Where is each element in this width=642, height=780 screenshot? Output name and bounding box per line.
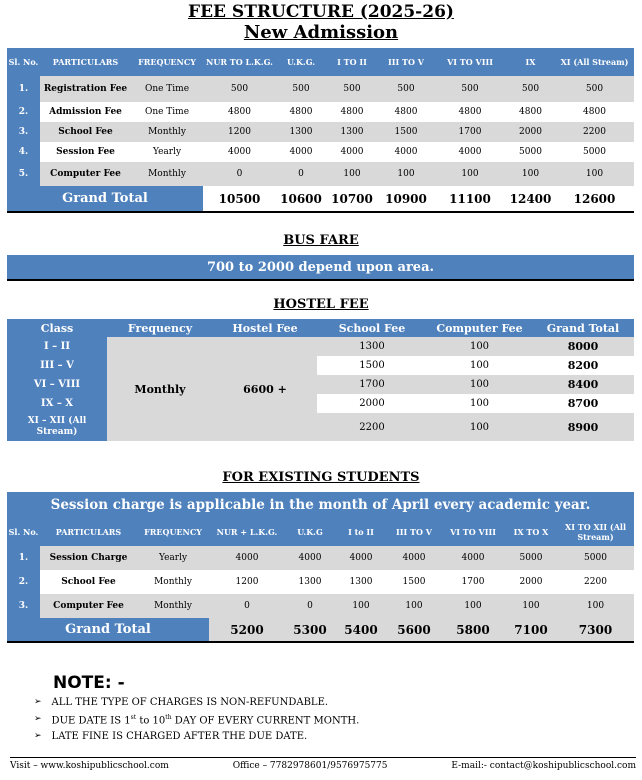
grand-total-value: 5200	[230, 622, 264, 637]
hostel-fee-cell: 6600 +	[213, 337, 317, 441]
grand-total-row	[7, 186, 634, 212]
table-header-row	[7, 48, 634, 76]
grand-total-value: 12600	[573, 191, 616, 206]
fee-value: 5000	[583, 147, 606, 157]
table-header-row	[7, 319, 634, 337]
class-cell: IX – X	[7, 394, 107, 413]
column-header: Class	[7, 319, 107, 337]
fee-value: 4000	[349, 553, 373, 563]
frequency-cell: Monthly	[107, 337, 213, 441]
fee-value: 2200	[583, 127, 606, 137]
fee-value: 500	[230, 84, 249, 94]
particulars-cell: School Fee	[58, 127, 113, 137]
fee-value: 4800	[228, 107, 251, 117]
serial-number: 3.	[7, 594, 40, 618]
grand-total-cell: 8000	[532, 337, 634, 356]
grand-total-value: 5300	[293, 622, 327, 637]
table-row	[7, 413, 634, 441]
fee-value: 2000	[519, 577, 543, 587]
grand-total-value: 5800	[456, 622, 490, 637]
class-cell: VI – VIII	[7, 375, 107, 394]
serial-number: 1.	[7, 546, 40, 570]
bus-fare-title: BUS FARE	[283, 233, 359, 248]
fee-value: 2200	[584, 577, 607, 587]
fee-value: 4000	[394, 147, 418, 157]
serial-number: 2.	[7, 570, 40, 594]
table-row	[7, 375, 634, 394]
arrow-bullet-icon: ➢	[34, 714, 42, 724]
computer-fee-cell: 100	[427, 356, 532, 375]
serial-number: 1.	[7, 76, 40, 102]
fee-value: 100	[464, 601, 482, 611]
column-header: FREQUENCY	[137, 518, 209, 546]
fee-value: 4800	[394, 107, 418, 117]
fee-value: 500	[521, 84, 540, 94]
grand-total-cell: 8700	[532, 394, 634, 413]
computer-fee-cell: 100	[427, 337, 532, 356]
arrow-bullet-icon: ➢	[34, 697, 42, 707]
fee-value: 500	[397, 84, 415, 94]
column-header: Sl. No.	[7, 48, 40, 76]
grand-total-value: 10700	[331, 191, 373, 206]
particulars-cell: Session Charge	[49, 553, 128, 563]
fee-value: 100	[405, 601, 423, 611]
office-phone: Office – 7782978601/9576975775	[232, 761, 388, 771]
note-text: DUE DATE IS 1st to 10th DAY OF EVERY CURRENT MONTH.	[51, 714, 360, 727]
email-link[interactable]: E-mail:- contact@koshipublicschool.com	[451, 761, 636, 771]
fee-value: 0	[244, 601, 250, 611]
serial-number: 4.	[7, 142, 40, 162]
frequency-cell: Monthly	[148, 169, 186, 179]
column-header: School Fee	[317, 319, 427, 337]
fee-value: 4000	[298, 553, 322, 563]
fee-value: 4000	[461, 553, 485, 563]
fee-value: 0	[307, 601, 313, 611]
grand-total-cell: 8400	[532, 375, 634, 394]
grand-total-value: 5600	[397, 622, 431, 637]
note-item	[34, 711, 359, 728]
note-text: LATE FINE IS CHARGED AFTER THE DUE DATE.	[51, 731, 308, 742]
grand-total-label: Grand Total	[7, 618, 209, 642]
column-header: VI TO VIII	[434, 48, 506, 76]
fee-value: 1300	[340, 127, 364, 137]
column-header: VI TO VIII	[441, 518, 505, 546]
note-item	[34, 728, 359, 745]
arrow-bullet-icon: ➢	[34, 731, 42, 741]
note-text: ALL THE TYPE OF CHARGES IS NON-REFUNDABLE.	[51, 697, 329, 708]
particulars-cell: Registration Fee	[43, 84, 128, 94]
fee-value: 4000	[402, 553, 426, 563]
hostel-fee-table	[7, 319, 634, 441]
fee-value: 4800	[289, 107, 313, 117]
fee-value: 1200	[235, 577, 259, 587]
table-row	[7, 337, 634, 356]
particulars-cell: Admission Fee	[49, 107, 122, 117]
column-header: PARTICULARS	[40, 518, 137, 546]
fee-value: 500	[343, 84, 361, 94]
fee-value: 1300	[298, 577, 322, 587]
new-admission-fee-table	[7, 48, 634, 213]
frequency-cell: Yearly	[152, 147, 182, 157]
table-header-row	[7, 518, 634, 546]
fee-value: 1700	[461, 577, 485, 587]
column-header: XI TO XII (All Stream)	[557, 518, 634, 546]
computer-fee-cell: 100	[427, 413, 532, 441]
grand-total-value: 10500	[218, 191, 261, 206]
page-subtitle: New Admission	[243, 22, 399, 43]
fee-value: 100	[586, 601, 605, 611]
frequency-cell: One Time	[144, 84, 190, 94]
frequency-cell: Monthly	[154, 601, 192, 611]
column-header: FREQUENCY	[131, 48, 203, 76]
fee-value: 4000	[458, 147, 482, 157]
grand-total-value: 10600	[280, 191, 322, 206]
note-title: NOTE: -	[53, 673, 125, 693]
column-header: U.K.G	[285, 518, 335, 546]
table-row	[7, 76, 634, 102]
particulars-cell: Computer Fee	[50, 169, 121, 179]
column-header: Grand Total	[532, 319, 634, 337]
fee-value: 1500	[394, 127, 418, 137]
fee-value: 5000	[519, 553, 543, 563]
fee-value: 0	[298, 169, 304, 179]
fee-value: 500	[585, 84, 604, 94]
grand-total-value: 10900	[385, 191, 427, 206]
grand-total-cell: 8200	[532, 356, 634, 375]
particulars-cell: School Fee	[61, 577, 116, 587]
column-header: NUR TO L.K.G.	[203, 48, 276, 76]
website-link[interactable]: Visit – www.koshipublicschool.com	[10, 761, 169, 771]
fee-value: 4000	[228, 147, 251, 157]
fee-value: 4000	[235, 553, 259, 563]
school-fee-cell: 1500	[317, 356, 427, 375]
fee-value: 4800	[340, 107, 364, 117]
grand-total-row	[7, 618, 634, 642]
fee-value: 1700	[458, 127, 482, 137]
table-row	[7, 570, 634, 594]
column-header: I to II	[335, 518, 387, 546]
table-row	[7, 546, 634, 570]
fee-value: 1200	[228, 127, 251, 137]
fee-value: 1300	[349, 577, 373, 587]
class-cell: XI – XII (All Stream)	[7, 413, 107, 441]
frequency-cell: Monthly	[154, 577, 192, 587]
school-fee-cell: 2200	[317, 413, 427, 441]
serial-number: 2.	[7, 102, 40, 122]
fee-value: 4000	[289, 147, 313, 157]
column-header: III TO V	[378, 48, 434, 76]
column-header: IX TO X	[505, 518, 557, 546]
grand-total-value: 5400	[344, 622, 378, 637]
column-header: Hostel Fee	[213, 319, 317, 337]
table-row	[7, 594, 634, 618]
hostel-fee-title: HOSTEL FEE	[273, 297, 369, 312]
fee-value: 500	[461, 84, 479, 94]
table-row	[7, 394, 634, 413]
table-row	[7, 162, 634, 186]
serial-number: 3.	[7, 122, 40, 142]
column-header: Computer Fee	[427, 319, 532, 337]
column-header: Frequency	[107, 319, 213, 337]
fee-value: 4800	[458, 107, 482, 117]
fee-value: 0	[236, 169, 243, 179]
table-row	[7, 122, 634, 142]
fee-value: 100	[585, 169, 604, 179]
grand-total-cell: 8900	[532, 413, 634, 441]
fee-value: 100	[397, 169, 415, 179]
bus-fare-banner: 700 to 2000 depend upon area.	[7, 255, 634, 281]
school-fee-cell: 1300	[317, 337, 427, 356]
session-charge-banner: Session charge is applicable in the month of April every academic year.	[7, 492, 634, 519]
column-header: NUR + L.K.G.	[209, 518, 285, 546]
column-header: Sl. No.	[7, 518, 40, 546]
fee-value: 100	[343, 169, 361, 179]
fee-value: 5000	[519, 147, 542, 157]
fee-value: 100	[352, 601, 370, 611]
grand-total-value: 7100	[514, 622, 548, 637]
grand-total-value: 11100	[449, 191, 491, 206]
particulars-cell: Session Fee	[56, 147, 115, 157]
frequency-cell: Monthly	[148, 127, 186, 137]
existing-students-title: FOR EXISTING STUDENTS	[222, 470, 420, 485]
particulars-cell: Computer Fee	[53, 601, 124, 611]
existing-students-fee-table	[7, 518, 634, 643]
fee-value: 1300	[289, 127, 313, 137]
fee-value: 1500	[402, 577, 426, 587]
grand-total-value: 12400	[509, 191, 552, 206]
column-header: IX	[506, 48, 555, 76]
column-header: I TO II	[326, 48, 378, 76]
note-list	[34, 694, 359, 745]
column-header: XI (All Stream)	[555, 48, 634, 76]
school-fee-cell: 1700	[317, 375, 427, 394]
frequency-cell: Yearly	[158, 553, 188, 563]
fee-value: 500	[292, 84, 310, 94]
fee-value: 100	[521, 169, 540, 179]
table-row	[7, 142, 634, 162]
grand-total-label: Grand Total	[7, 186, 203, 212]
table-row	[7, 102, 634, 122]
column-header: U.K.G.	[276, 48, 326, 76]
footer	[10, 757, 636, 771]
fee-value: 100	[461, 169, 479, 179]
table-row	[7, 356, 634, 375]
class-cell: III – V	[7, 356, 107, 375]
computer-fee-cell: 100	[427, 394, 532, 413]
fee-value: 2000	[519, 127, 542, 137]
school-fee-cell: 2000	[317, 394, 427, 413]
fee-value: 4800	[519, 107, 542, 117]
class-cell: I – II	[7, 337, 107, 356]
fee-value: 100	[522, 601, 540, 611]
fee-value: 5000	[584, 553, 607, 563]
column-header: III TO V	[387, 518, 441, 546]
serial-number: 5.	[7, 162, 40, 186]
grand-total-value: 7300	[578, 622, 613, 637]
computer-fee-cell: 100	[427, 375, 532, 394]
fee-value: 4800	[583, 107, 606, 117]
frequency-cell: One Time	[144, 107, 190, 117]
page-title: FEE STRUCTURE (2025-26)	[188, 2, 454, 22]
column-header: PARTICULARS	[40, 48, 131, 76]
fee-value: 4000	[340, 147, 364, 157]
